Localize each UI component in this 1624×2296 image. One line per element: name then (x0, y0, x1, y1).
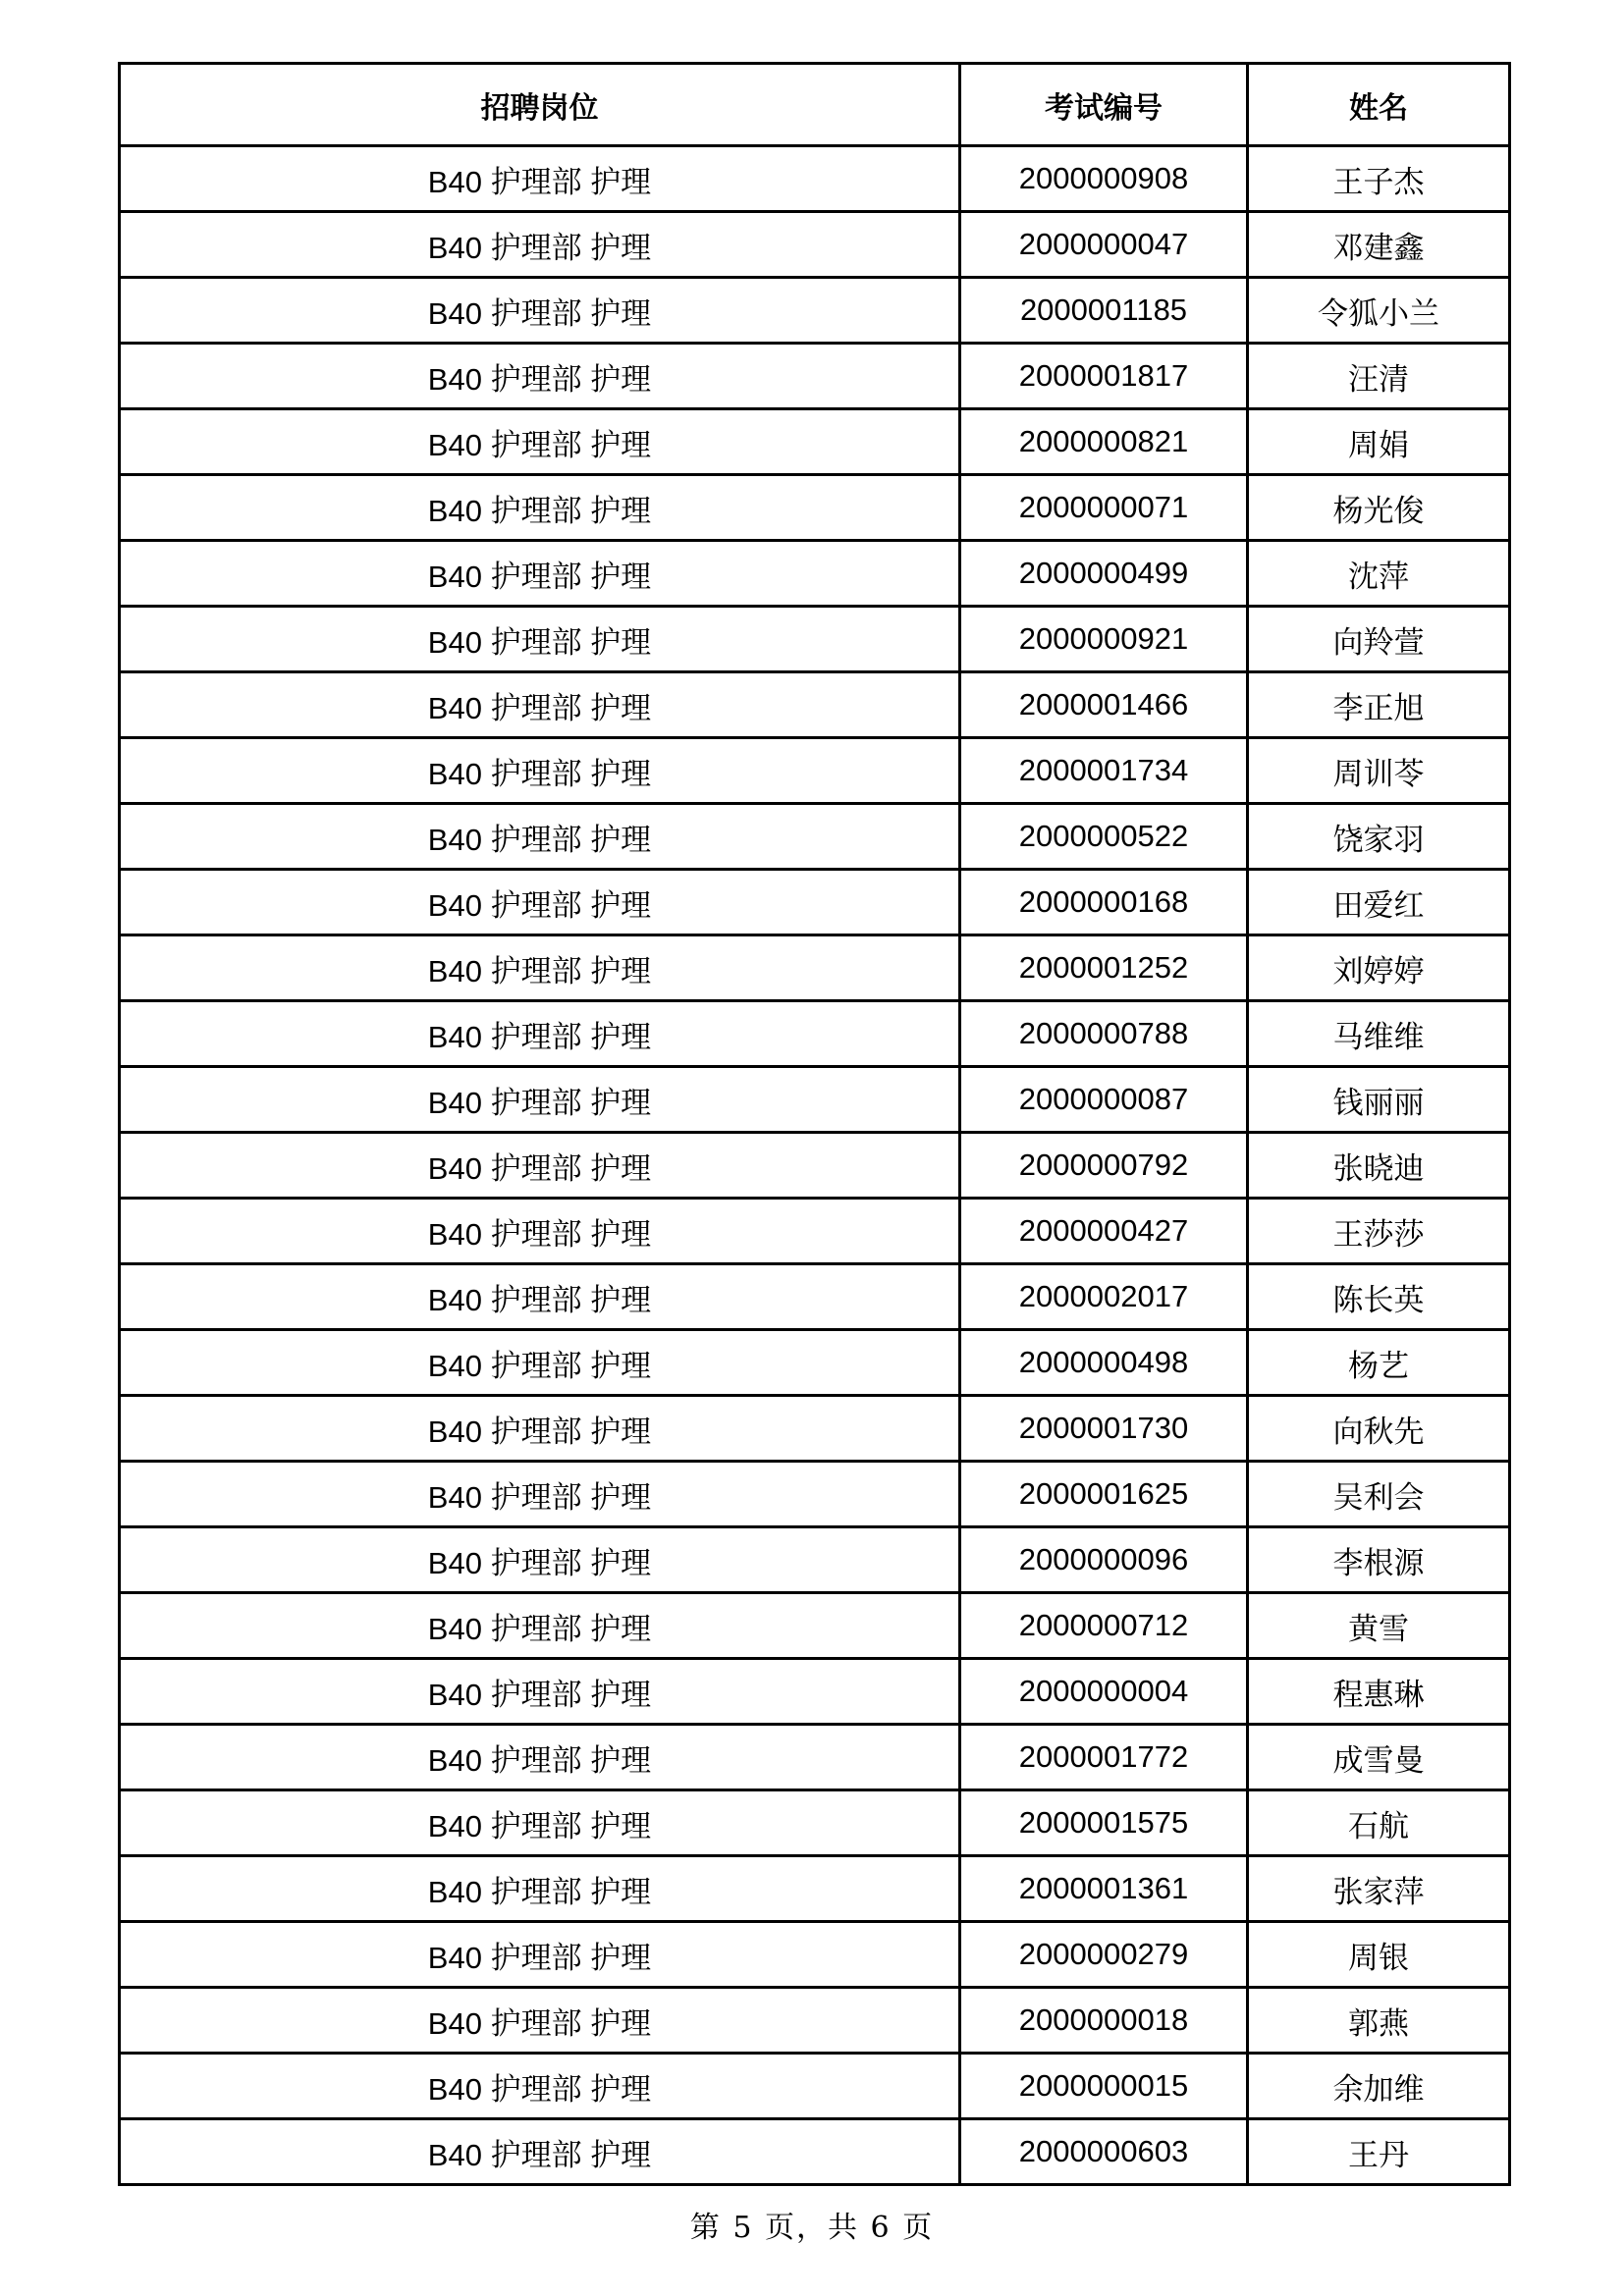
cell-exam-number: 2000000096 (960, 1527, 1248, 1593)
table-row (120, 212, 1510, 278)
table-row (120, 870, 1510, 935)
cell-position: B40 护理部 护理 (120, 146, 960, 212)
cell-exam-number: 2000000712 (960, 1593, 1248, 1659)
cell-position: B40 护理部 护理 (120, 475, 960, 541)
table-row (120, 738, 1510, 804)
cell-position: B40 护理部 护理 (120, 2119, 960, 2185)
cell-exam-number: 2000002017 (960, 1264, 1248, 1330)
cell-position: B40 护理部 护理 (120, 409, 960, 475)
cell-name: 向羚萱 (1248, 607, 1510, 672)
cell-exam-number: 2000000168 (960, 870, 1248, 935)
cell-exam-number: 2000001575 (960, 1790, 1248, 1856)
table-row (120, 409, 1510, 475)
cell-exam-number: 2000001730 (960, 1396, 1248, 1462)
table-row (120, 1790, 1510, 1856)
table-row (120, 1988, 1510, 2054)
table-header (120, 64, 1510, 146)
cell-name: 张晓迪 (1248, 1133, 1510, 1199)
candidate-table (118, 62, 1511, 2186)
cell-exam-number: 2000000522 (960, 804, 1248, 870)
cell-exam-number: 2000000908 (960, 146, 1248, 212)
cell-name: 吴利会 (1248, 1462, 1510, 1527)
cell-position: B40 护理部 护理 (120, 1593, 960, 1659)
cell-exam-number: 2000000018 (960, 1988, 1248, 2054)
cell-position: B40 护理部 护理 (120, 1659, 960, 1725)
cell-name: 程惠琳 (1248, 1659, 1510, 1725)
table-row (120, 475, 1510, 541)
cell-exam-number: 2000001772 (960, 1725, 1248, 1790)
cell-exam-number: 2000000071 (960, 475, 1248, 541)
cell-name: 钱丽丽 (1248, 1067, 1510, 1133)
table-row (120, 1856, 1510, 1922)
table-row (120, 1330, 1510, 1396)
cell-name: 令狐小兰 (1248, 278, 1510, 344)
table-row (120, 1001, 1510, 1067)
cell-position: B40 护理部 护理 (120, 1396, 960, 1462)
table-row (120, 1462, 1510, 1527)
cell-position: B40 护理部 护理 (120, 738, 960, 804)
cell-name: 周训苓 (1248, 738, 1510, 804)
cell-exam-number: 2000000788 (960, 1001, 1248, 1067)
cell-name: 张家萍 (1248, 1856, 1510, 1922)
table-row (120, 2054, 1510, 2119)
table-row (120, 1199, 1510, 1264)
cell-position: B40 护理部 护理 (120, 672, 960, 738)
cell-position: B40 护理部 护理 (120, 1199, 960, 1264)
cell-name: 沈萍 (1248, 541, 1510, 607)
table-row (120, 1067, 1510, 1133)
cell-name: 余加维 (1248, 2054, 1510, 2119)
table-row (120, 278, 1510, 344)
table-row (120, 1659, 1510, 1725)
cell-position: B40 护理部 护理 (120, 1330, 960, 1396)
cell-exam-number: 2000001625 (960, 1462, 1248, 1527)
cell-name: 杨艺 (1248, 1330, 1510, 1396)
cell-position: B40 护理部 护理 (120, 1922, 960, 1988)
cell-exam-number: 2000001252 (960, 935, 1248, 1001)
table-row (120, 935, 1510, 1001)
cell-exam-number: 2000000087 (960, 1067, 1248, 1133)
cell-exam-number: 2000000047 (960, 212, 1248, 278)
cell-exam-number: 2000001466 (960, 672, 1248, 738)
cell-name: 李根源 (1248, 1527, 1510, 1593)
table-row (120, 1593, 1510, 1659)
cell-name: 陈长英 (1248, 1264, 1510, 1330)
cell-position: B40 护理部 护理 (120, 804, 960, 870)
cell-name: 黄雪 (1248, 1593, 1510, 1659)
cell-name: 王莎莎 (1248, 1199, 1510, 1264)
cell-position: B40 护理部 护理 (120, 870, 960, 935)
cell-name: 王丹 (1248, 2119, 1510, 2185)
cell-name: 饶家羽 (1248, 804, 1510, 870)
cell-position: B40 护理部 护理 (120, 1527, 960, 1593)
cell-exam-number: 2000001361 (960, 1856, 1248, 1922)
table-row (120, 1264, 1510, 1330)
cell-name: 杨光俊 (1248, 475, 1510, 541)
column-header-name: 姓名 (1248, 64, 1510, 146)
cell-name: 成雪曼 (1248, 1725, 1510, 1790)
cell-position: B40 护理部 护理 (120, 1856, 960, 1922)
cell-exam-number: 2000000603 (960, 2119, 1248, 2185)
table-row (120, 344, 1510, 409)
cell-position: B40 护理部 护理 (120, 1067, 960, 1133)
column-header-position: 招聘岗位 (120, 64, 960, 146)
cell-name: 刘婷婷 (1248, 935, 1510, 1001)
cell-exam-number: 2000000004 (960, 1659, 1248, 1725)
cell-position: B40 护理部 护理 (120, 2054, 960, 2119)
cell-exam-number: 2000000279 (960, 1922, 1248, 1988)
table-row (120, 1922, 1510, 1988)
cell-name: 田爱红 (1248, 870, 1510, 935)
cell-exam-number: 2000001734 (960, 738, 1248, 804)
cell-name: 李正旭 (1248, 672, 1510, 738)
cell-position: B40 护理部 护理 (120, 344, 960, 409)
cell-exam-number: 2000001817 (960, 344, 1248, 409)
cell-position: B40 护理部 护理 (120, 1725, 960, 1790)
cell-exam-number: 2000000015 (960, 2054, 1248, 2119)
cell-exam-number: 2000000921 (960, 607, 1248, 672)
page-number-footer: 第 5 页，共 6 页 (689, 2211, 935, 2245)
table-row (120, 146, 1510, 212)
cell-exam-number: 2000000792 (960, 1133, 1248, 1199)
cell-exam-number: 2000000821 (960, 409, 1248, 475)
cell-name: 向秋先 (1248, 1396, 1510, 1462)
cell-name: 郭燕 (1248, 1988, 1510, 2054)
cell-name: 邓建鑫 (1248, 212, 1510, 278)
cell-name: 石航 (1248, 1790, 1510, 1856)
header-row (120, 64, 1510, 146)
table-row (120, 1133, 1510, 1199)
cell-position: B40 护理部 护理 (120, 935, 960, 1001)
cell-position: B40 护理部 护理 (120, 1462, 960, 1527)
cell-position: B40 护理部 护理 (120, 1001, 960, 1067)
cell-name: 王子杰 (1248, 146, 1510, 212)
cell-position: B40 护理部 护理 (120, 541, 960, 607)
table-row (120, 607, 1510, 672)
cell-name: 周娟 (1248, 409, 1510, 475)
cell-exam-number: 2000001185 (960, 278, 1248, 344)
cell-position: B40 护理部 护理 (120, 1790, 960, 1856)
cell-name: 周银 (1248, 1922, 1510, 1988)
table-body (120, 146, 1510, 2185)
table-row (120, 804, 1510, 870)
cell-position: B40 护理部 护理 (120, 1264, 960, 1330)
cell-position: B40 护理部 护理 (120, 1988, 960, 2054)
table-row (120, 2119, 1510, 2185)
cell-exam-number: 2000000499 (960, 541, 1248, 607)
table-row (120, 1725, 1510, 1790)
cell-position: B40 护理部 护理 (120, 212, 960, 278)
table-row (120, 1396, 1510, 1462)
column-header-exam-number: 考试编号 (960, 64, 1248, 146)
cell-exam-number: 2000000427 (960, 1199, 1248, 1264)
table-row (120, 541, 1510, 607)
cell-position: B40 护理部 护理 (120, 1133, 960, 1199)
cell-position: B40 护理部 护理 (120, 607, 960, 672)
table-row (120, 672, 1510, 738)
cell-name: 汪清 (1248, 344, 1510, 409)
cell-name: 马维维 (1248, 1001, 1510, 1067)
cell-position: B40 护理部 护理 (120, 278, 960, 344)
cell-exam-number: 2000000498 (960, 1330, 1248, 1396)
table-row (120, 1527, 1510, 1593)
